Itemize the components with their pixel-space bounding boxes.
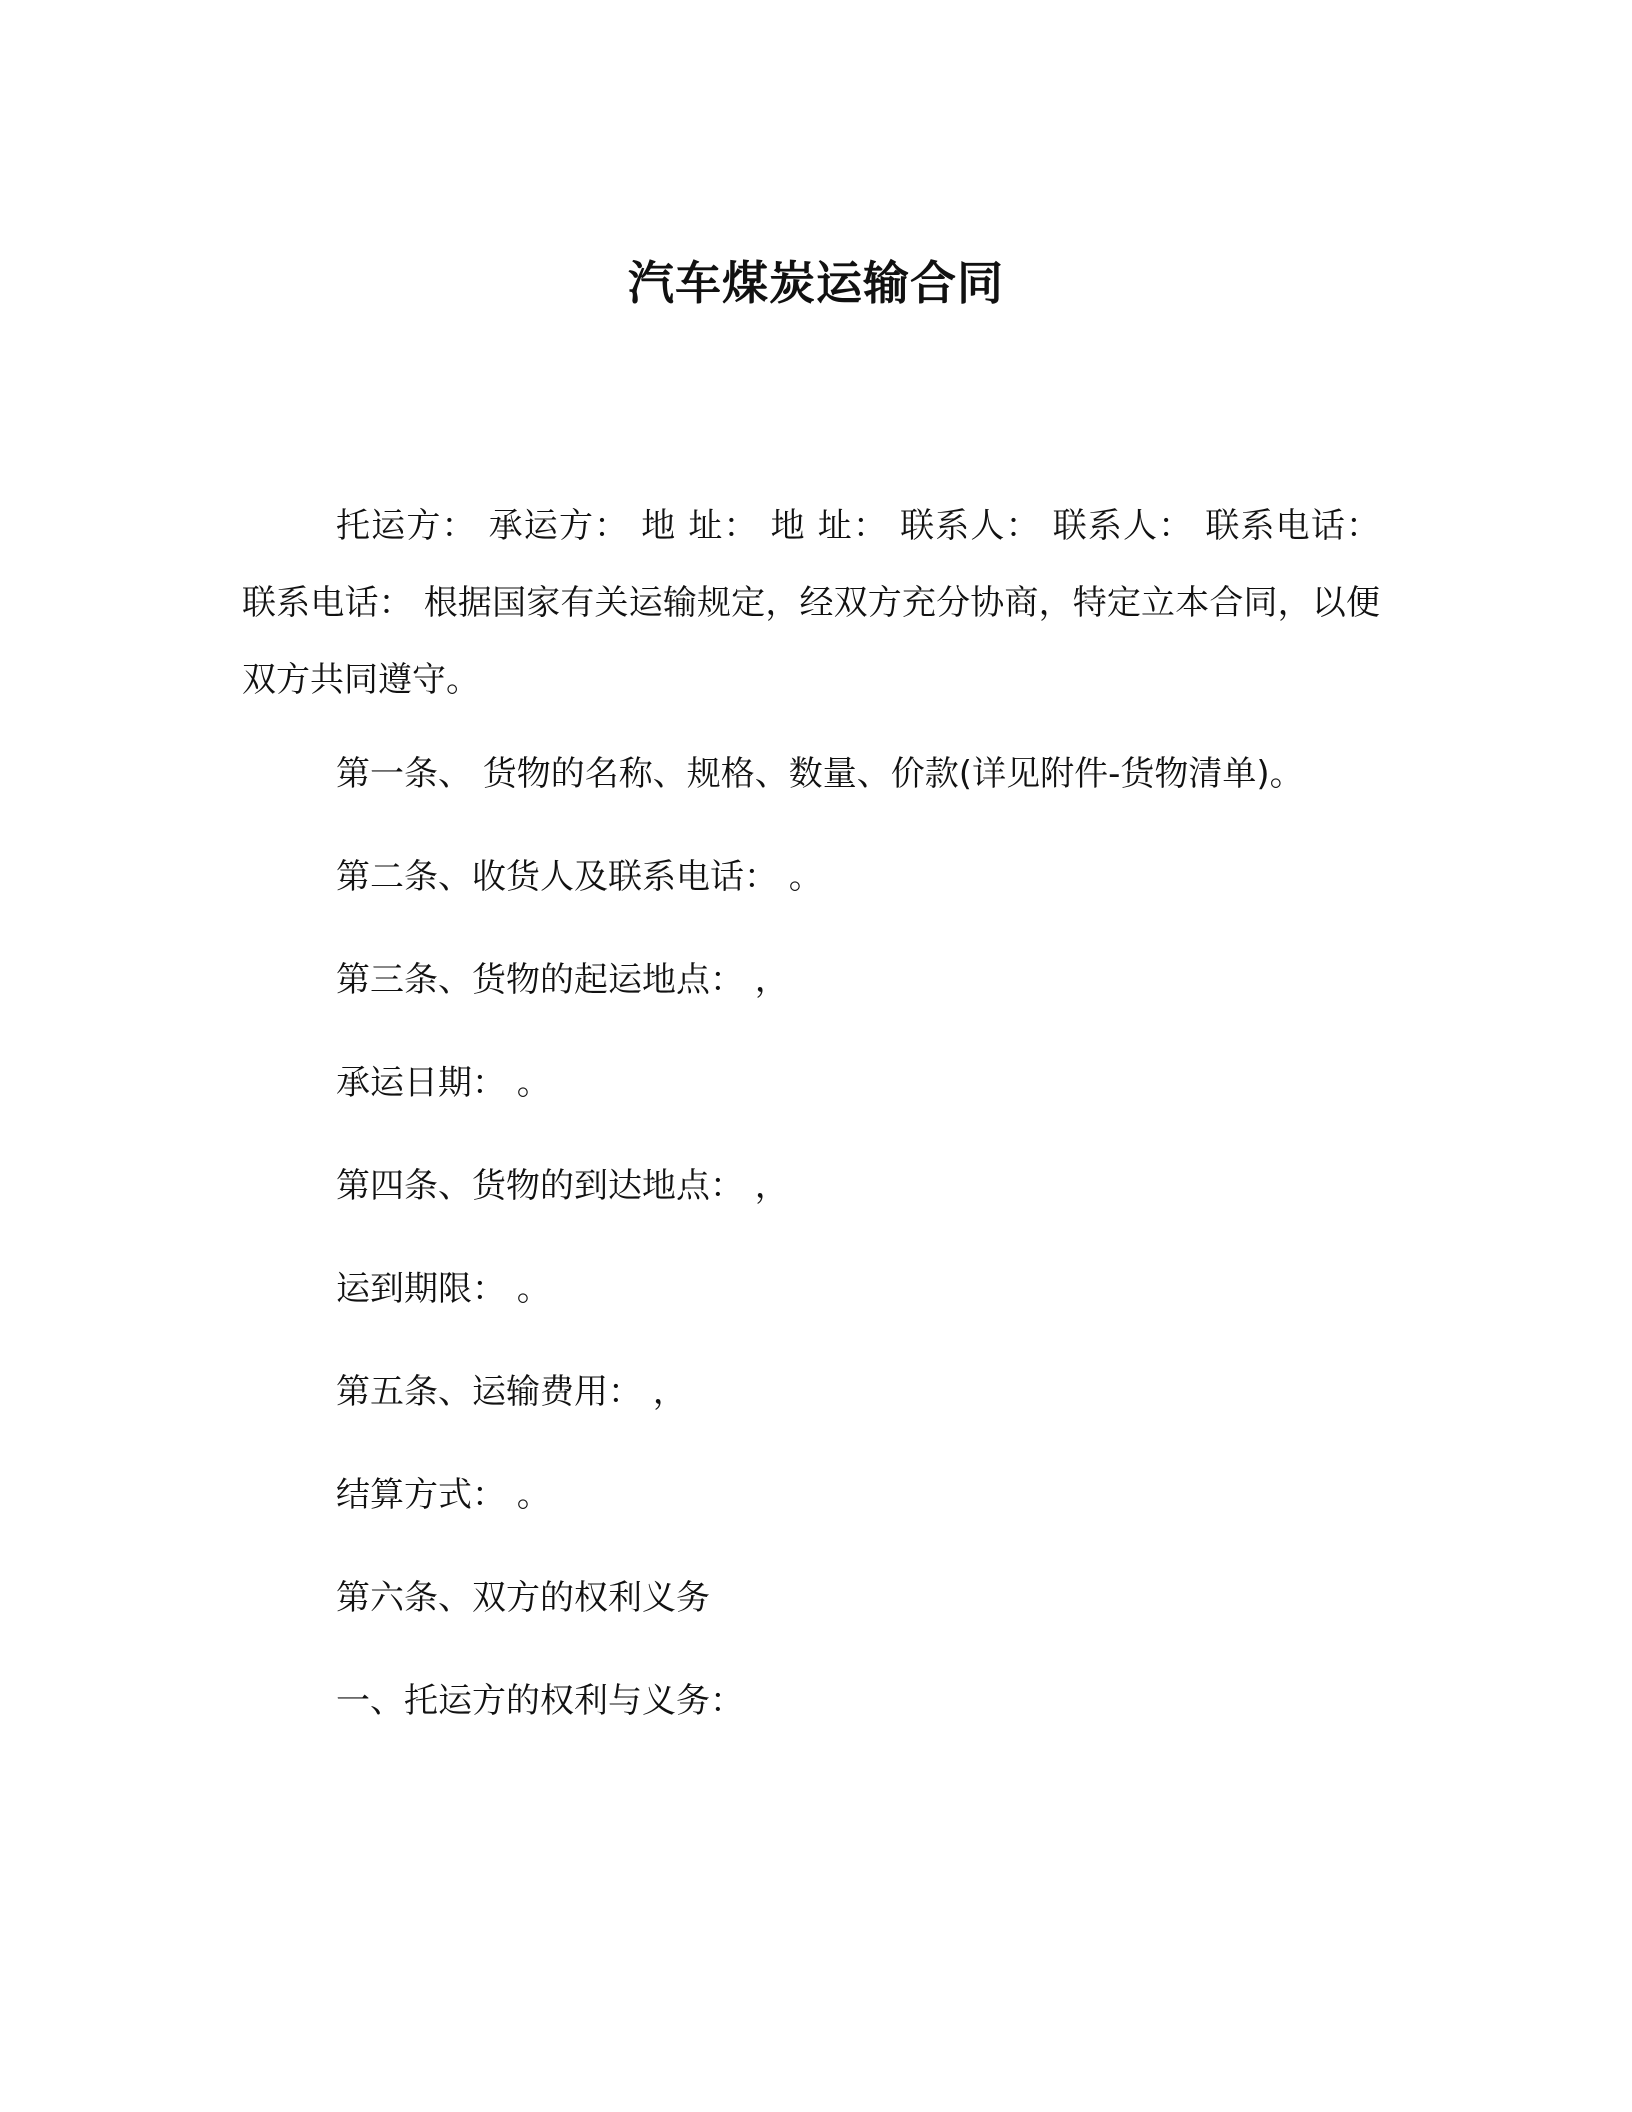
- clause-2: 第二条、收货人及联系电话： 。: [336, 857, 823, 897]
- document-title: 汽车煤炭运输合同: [628, 255, 1004, 310]
- clause-5-settlement: 结算方式： 。: [336, 1475, 551, 1515]
- clause-6: 第六条、双方的权利义务: [336, 1578, 710, 1618]
- clause-1: 第一条、 货物的名称、规格、数量、价款(详见附件-货物清单)。: [336, 754, 1304, 794]
- intro-paragraph: 托运方： 承运方： 地 址： 地 址： 联系人： 联系人： 联系电话： 联系电话： 根据国家有关运输规定，经双方充分协商，特定立本合同，以便双方共同遵守。: [242, 506, 1380, 700]
- clause-6-section-1: 一、托运方的权利与义务：: [336, 1681, 744, 1721]
- clause-4-deadline: 运到期限： 。: [336, 1269, 551, 1309]
- clause-5: 第五条、运输费用： ，: [336, 1372, 687, 1412]
- clause-3: 第三条、货物的起运地点： ，: [336, 960, 789, 1000]
- clause-3-date: 承运日期： 。: [336, 1063, 551, 1103]
- clause-4: 第四条、货物的到达地点： ，: [336, 1166, 789, 1206]
